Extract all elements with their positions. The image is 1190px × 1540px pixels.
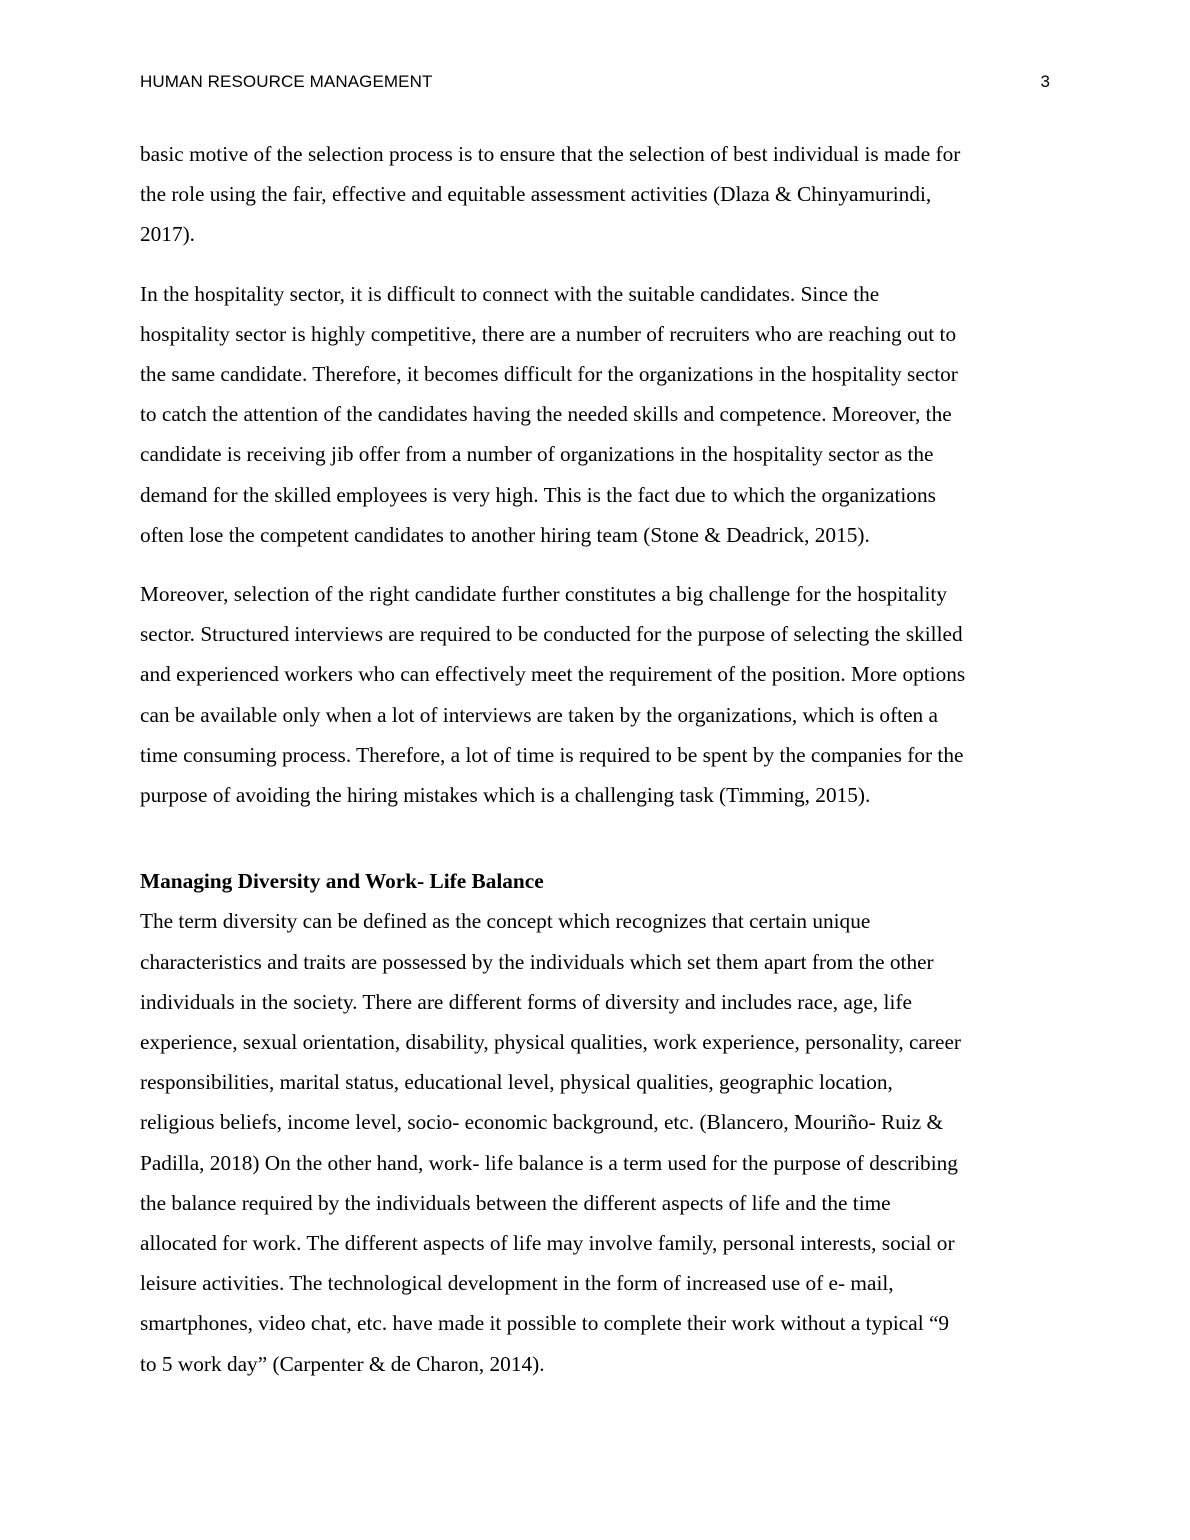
running-head (140, 72, 1050, 96)
text-line: leisure activities. The technological development in the form of increased use of e- mail, (140, 1271, 894, 1296)
text-line: In the hospitality sector, it is difficult to connect with the suitable candidates. Since the (140, 281, 880, 306)
text-line: Moreover, selection of the right candidate further constitutes a big challenge for the hospitality (140, 582, 947, 607)
text-line: The term diversity can be defined as the concept which recognizes that certain unique (140, 909, 871, 934)
text-line: purpose of avoiding the hiring mistakes which is a challenging task (Timming, 2015). (140, 783, 871, 808)
text-line: characteristics and traits are possessed by the individuals which set them apart from the other (140, 949, 934, 974)
text-line: candidate is receiving jib offer from a number of organizations in the hospitality sector as the (140, 442, 934, 467)
text-line: to catch the attention of the candidates having the needed skills and competence. Moreover, the (140, 402, 952, 427)
text-line: often lose the competent candidates to another hiring team (Stone & Deadrick, 2015). (140, 522, 870, 547)
running-head-title: HUMAN RESOURCE MANAGEMENT (140, 72, 433, 91)
document-body (140, 134, 1050, 1384)
paragraph-hospitality-candidates (140, 274, 1050, 555)
text-line: experience, sexual orientation, disability, physical qualities, work experience, personality, career (140, 1030, 961, 1055)
text-line: the balance required by the individuals between the different aspects of life and the time (140, 1190, 891, 1215)
paragraph-diversity-work-life (140, 901, 1050, 1383)
text-line: Padilla, 2018) On the other hand, work- life balance is a term used for the purpose of describing (140, 1150, 958, 1175)
text-line: the role using the fair, effective and equitable assessment activities (Dlaza & Chinyamurindi, (140, 182, 932, 207)
text-line: to 5 work day” (Carpenter & de Charon, 2014). (140, 1351, 545, 1376)
text-line: sector. Structured interviews are required to be conducted for the purpose of selecting the skilled (140, 622, 963, 647)
text-line: basic motive of the selection process is to ensure that the selection of best individual is made for (140, 142, 961, 166)
text-line: hospitality sector is highly competitive, there are a number of recruiters who are reaching out to (140, 321, 957, 346)
text-line: the same candidate. Therefore, it becomes difficult for the organizations in the hospitality sector (140, 362, 958, 387)
text-line: responsibilities, marital status, educational level, physical qualities, geographic location, (140, 1070, 893, 1095)
text-line: religious beliefs, income level, socio- economic background, etc. (Blancero, Mouriño- Ruiz & (140, 1110, 944, 1135)
text-line: can be available only when a lot of interviews are taken by the organizations, which is often a (140, 702, 938, 727)
text-line: allocated for work. The different aspects of life may involve family, personal interests, social or (140, 1231, 955, 1256)
paragraph-selection-challenge (140, 574, 1050, 815)
paragraph-selection-motive (140, 134, 1050, 255)
text-line: 2017). (140, 222, 196, 247)
text-line: demand for the skilled employees is very high. This is the fact due to which the organizations (140, 482, 936, 507)
text-line: and experienced workers who can effectively meet the requirement of the position. More options (140, 662, 966, 687)
section-heading: Managing Diversity and Work- Life Balance (140, 869, 544, 894)
page-number: 3 (1040, 72, 1050, 91)
text-line: smartphones, video chat, etc. have made it possible to complete their work without a typical “9 (140, 1311, 950, 1336)
text-line: time consuming process. Therefore, a lot of time is required to be spent by the companies for the (140, 742, 964, 767)
text-line: individuals in the society. There are different forms of diversity and includes race, age, life (140, 989, 912, 1014)
